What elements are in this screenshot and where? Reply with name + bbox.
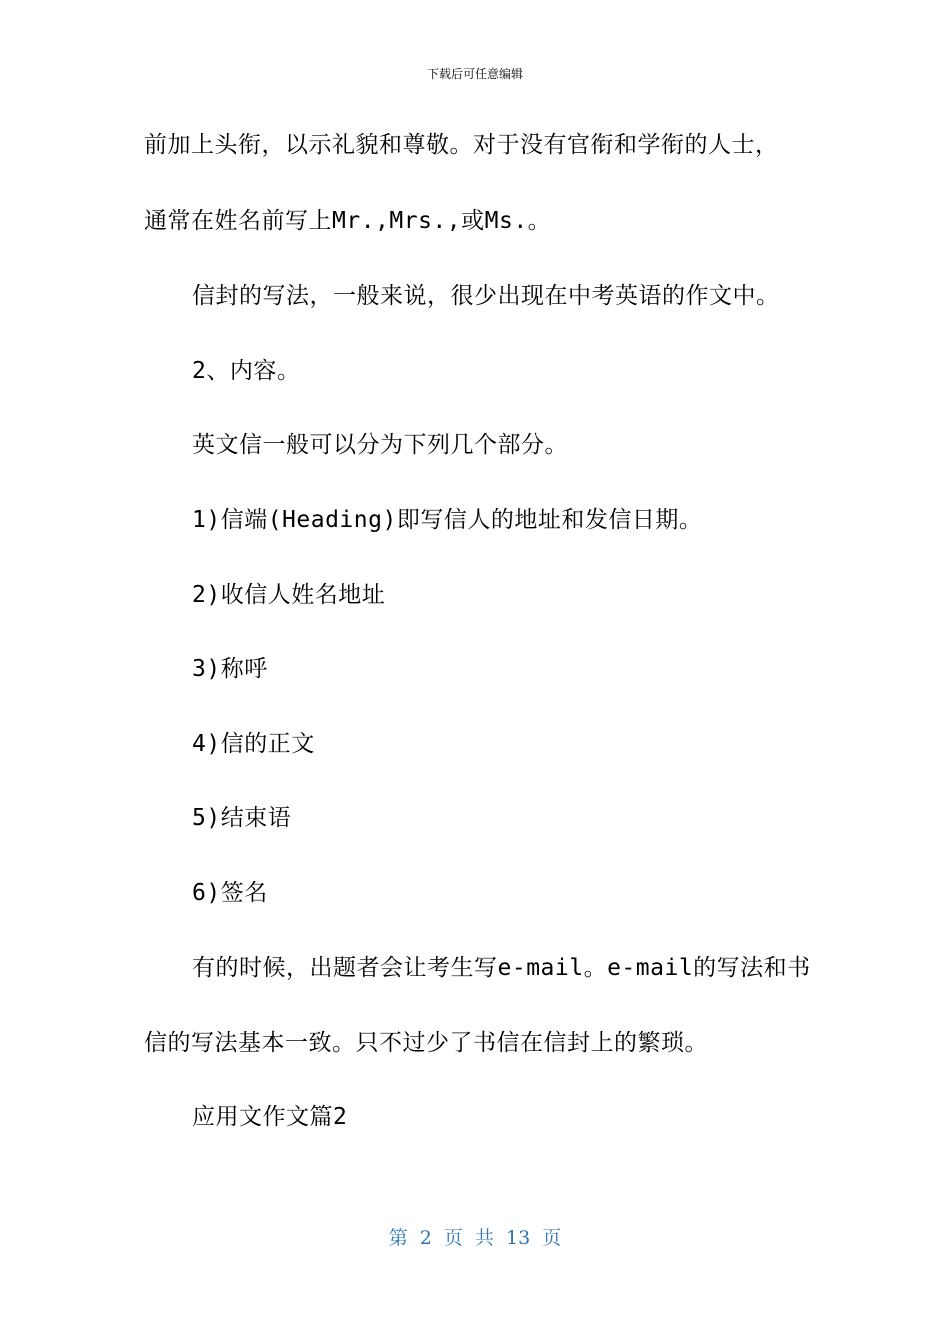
list-item: 2)收信人姓名地址: [192, 582, 386, 608]
text-line: 信封的写法，一般来说，很少出现在中考英语的作文中。: [192, 283, 780, 309]
page-header-note: 下载后可任意编辑: [426, 67, 523, 81]
text-line: 英文信一般可以分为下列几个部分。: [192, 432, 568, 458]
page-number-indicator: 第 2 页 共 13 页: [388, 1227, 562, 1249]
list-item: 3)称呼: [192, 656, 268, 682]
list-item: 1)信端(Heading)即写信人的地址和发信日期。: [192, 507, 703, 533]
list-item: 4)信的正文: [192, 731, 315, 757]
text-line: 前加上头衔，以示礼貌和尊敬。对于没有官衔和学衔的人士，: [144, 132, 779, 158]
section-heading: 2、内容。: [192, 358, 301, 384]
list-item: 5)结束语: [192, 805, 292, 831]
text-line: 通常在姓名前写上Mr.,Mrs.,或Ms.。: [144, 208, 552, 234]
list-item: 6)签名: [192, 880, 268, 906]
text-line: 有的时候，出题者会让考生写e-mail。e-mail的写法和书: [192, 955, 811, 981]
section-title: 应用文作文篇2: [192, 1104, 348, 1130]
text-line: 信的写法基本一致。只不过少了书信在信封上的繁琐。: [144, 1030, 708, 1056]
